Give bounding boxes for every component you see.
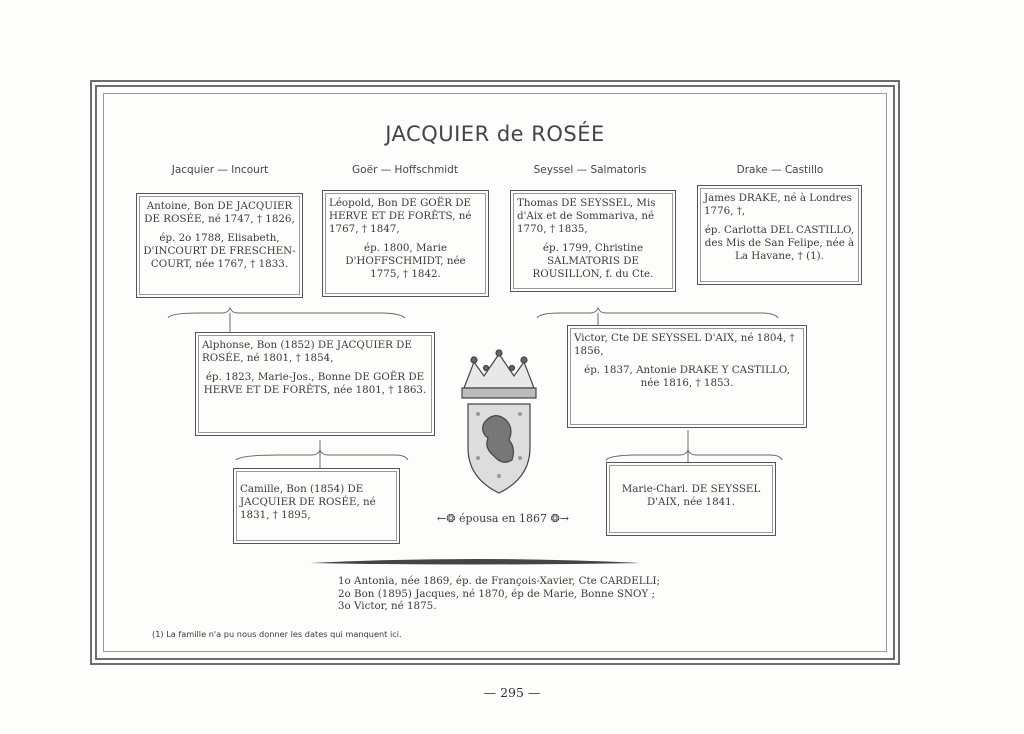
page-title: JACQUIER de ROSÉE — [385, 122, 605, 146]
grandparent-husband: Thomas DE SEYSSEL, Mis d'Aix et de Sommariva, né 1770, † 1835, — [517, 197, 656, 235]
page-number: — 295 — — [483, 685, 541, 700]
grandparent-wife: ép. 1800, Marie D'HOFFSCHMIDT, née 1775, † 1842. — [345, 242, 466, 280]
grandparent-husband: Léopold, Bon DE GOËR DE HERVE ET DE FORÊTS, né 1767, † 1847, — [329, 197, 472, 235]
family-heading-jacquier: Jacquier — Incourt — [171, 164, 269, 176]
epousa-text: épousa en 1867 — [458, 512, 547, 525]
child-item: 1o Antonia, née 1869, ép. de François-Xavier, Cte CARDELLI; — [338, 575, 661, 587]
grandparent-wife: ép. Carlotta DEL CASTILLO, des Mis de San Felipe, née à La Havane, † (1). — [704, 224, 855, 262]
family-heading-goer: Goër — Hoffschmidt — [352, 164, 458, 176]
children-list — [338, 575, 660, 613]
family-heading-drake: Drake — Castillo — [736, 164, 824, 176]
grandparent-husband: Antoine, Bon DE JACQUIER DE ROSÉE, né 1747, † 1826, — [144, 200, 295, 225]
grandparent-husband: James DRAKE, né à Londres 1776, †, — [704, 192, 852, 217]
parent-husband: Alphonse, Bon (1852) DE JACQUIER DE ROSÉE, né 1801, † 1854, — [202, 339, 412, 364]
parent-husband: Victor, Cte DE SEYSSEL D'AIX, né 1804, † 1856, — [574, 332, 795, 357]
footnote: (1) La famille n'a pu nous donner les dates qui manquent ici. — [152, 629, 402, 639]
parent-box-seyssel — [567, 325, 807, 428]
coat-of-arms-icon — [454, 348, 544, 498]
couple-wife-box — [606, 462, 776, 536]
wife: Marie-Charl. DE SEYSSEL D'AIX, née 1841. — [621, 483, 761, 508]
grandparent-wife: ép. 1799, Christine SALMATORIS DE ROUSILLON, f. du Cte. — [532, 242, 654, 280]
couple-husband-box — [233, 468, 400, 544]
child-item: 3o Victor, né 1875. — [338, 600, 437, 612]
husband: Camille, Bon (1854) DE JACQUIER DE ROSÉE, né 1831, † 1895, — [240, 483, 376, 521]
family-heading-seyssel: Seyssel — Salmatoris — [533, 164, 647, 176]
parent-wife: ép. 1837, Antonie DRAKE Y CASTILLO, née 1816, † 1853. — [584, 364, 790, 389]
child-item: 2o Bon (1895) Jacques, né 1870, ép de Marie, Bonne SNOY ; — [338, 587, 656, 600]
ornament-right-icon: ❂→ — [550, 512, 569, 525]
grandparent-wife: ép. 2o 1788, Elisabeth, D'INCOURT DE FRESCHEN-COURT, née 1767, † 1833. — [143, 232, 296, 270]
ornament-left-icon: ←❂ — [437, 512, 456, 525]
divider-ornament — [310, 558, 640, 568]
parent-box-jacquier — [195, 332, 435, 436]
parent-wife: ép. 1823, Marie-Jos., Bonne DE GOËR DE HERVE ET DE FORÊTS, née 1801, † 1863. — [203, 371, 427, 396]
marriage-label — [437, 512, 569, 525]
